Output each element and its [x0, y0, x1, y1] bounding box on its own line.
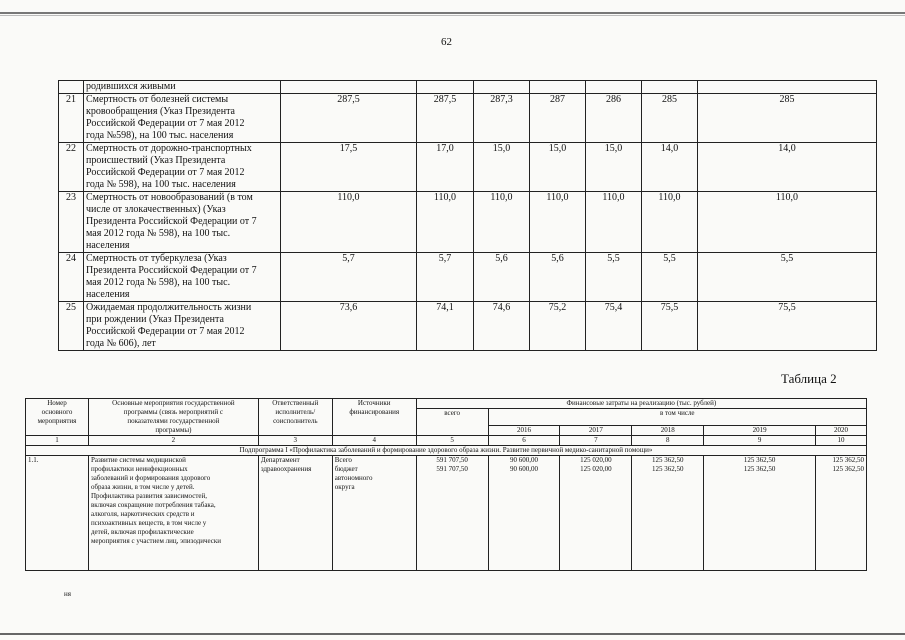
column-number: 4: [332, 436, 416, 446]
column-number: 6: [488, 436, 560, 446]
indicator-value: 14,0: [642, 143, 698, 192]
indicator-label-line: числе от злокачественных) (Указ: [86, 204, 226, 215]
indicator-value: 74,1: [417, 302, 474, 351]
finance-table: [25, 398, 867, 571]
row-number: 21: [59, 94, 84, 143]
header-num: Номер основного мероприятия: [26, 399, 89, 436]
scan-edge-top-shadow: [0, 15, 905, 16]
indicator-value: 5,7: [281, 253, 417, 302]
header-year: 2020: [815, 426, 866, 436]
column-number-row: [26, 436, 867, 446]
indicator-label-line: мая 2012 года № 598), на 100 тыс.: [86, 228, 231, 239]
indicator-value: 17,5: [281, 143, 417, 192]
subprogram-row: [26, 446, 867, 456]
amount-2016: 90 600,00 90 600,00: [488, 456, 560, 571]
header-finance: Финансовые затраты на реализацию (тыс. рублей): [416, 399, 866, 409]
indicator-label-line: Смертность от туберкулеза (Указ: [86, 253, 227, 264]
indicator-value: 73,6: [281, 302, 417, 351]
header-year: 2019: [704, 426, 816, 436]
indicator-label-line: населения: [86, 240, 130, 251]
indicator-label-line: Президента Российской Федерации от 7: [86, 216, 257, 227]
indicator-label-line: при рождении (Указ Президента: [86, 314, 224, 325]
activity-description: Развитие системы медицинской профилактики неинфекционных заболеваний и формирования здорового образа жизни, в том числе у детей. Профилактика развития зависимостей, включая сокращение потребления табака, алкоголя, наркотических средств и психоактивных веществ, в том числе у детей, включая профилактические мероприятия с участием лиц, эпизодически: [88, 456, 258, 571]
indicator-value: 110,0: [417, 192, 474, 253]
column-number: 1: [26, 436, 89, 446]
indicator-value: 287,5: [281, 94, 417, 143]
amount-2019: 125 362,50 125 362,50: [704, 456, 816, 571]
row-number: 24: [59, 253, 84, 302]
table-row: [59, 192, 877, 253]
header-activity: Основные мероприятия государственной программы (связь мероприятий с показателями государственной программы): [88, 399, 258, 436]
activity-number: 1.1.: [26, 456, 89, 571]
subprogram-title: Подпрограмма I «Профилактика заболеваний и формирование здорового образа жизни. Развитие первичной медико-санитарной помощи»: [26, 446, 867, 456]
indicator-label-line: мая 2012 года № 598), на 100 тыс.: [86, 277, 231, 288]
continuation-text: родившихся живыми: [84, 81, 281, 94]
indicator-label-line: года № 598), на 100 тыс. населения: [86, 179, 236, 190]
indicator-label-line: кровообращения (Указ Президента: [86, 106, 235, 117]
table-row: [59, 302, 877, 351]
indicator-label-line: года №598), на 100 тыс. населения: [86, 130, 234, 141]
column-number: 8: [632, 436, 704, 446]
indicator-label-line: Смертность от дорожно-транспортных: [86, 143, 252, 154]
header-total: всего: [416, 409, 488, 436]
indicator-value: 15,0: [474, 143, 530, 192]
indicator-value: 17,0: [417, 143, 474, 192]
indicator-value: 287,5: [417, 94, 474, 143]
indicator-value: 5,6: [530, 253, 586, 302]
funding-sources: Всего бюджет автономного округа: [332, 456, 416, 571]
indicator-label-line: Смертность от болезней системы: [86, 94, 229, 105]
indicator-value: 110,0: [474, 192, 530, 253]
column-number: 5: [416, 436, 488, 446]
table-row: [59, 94, 877, 143]
indicator-label-line: Российской Федерации от 7 мая 2012: [86, 326, 245, 337]
page-number: 62: [441, 36, 452, 48]
indicator-value: 75,5: [698, 302, 877, 351]
row-number: 23: [59, 192, 84, 253]
column-number: 10: [815, 436, 866, 446]
footer-mark: ня: [64, 590, 71, 598]
indicator-label: [84, 192, 281, 253]
indicator-value: 110,0: [530, 192, 586, 253]
header-sources: Источники финансирования: [332, 399, 416, 436]
indicator-label-line: Президента Российской Федерации от 7: [86, 265, 257, 276]
column-number: 9: [704, 436, 816, 446]
table-row-continuation: [59, 81, 877, 94]
indicator-value: 75,4: [586, 302, 642, 351]
column-number: 2: [88, 436, 258, 446]
indicator-label-line: года № 606), лет: [86, 338, 156, 349]
header-year: 2017: [560, 426, 632, 436]
indicator-label: [84, 143, 281, 192]
indicator-value: 110,0: [698, 192, 877, 253]
indicator-label-line: Российской Федерации от 7 мая 2012: [86, 118, 245, 129]
table-row: [59, 143, 877, 192]
indicator-value: 285: [642, 94, 698, 143]
indicator-value: 286: [586, 94, 642, 143]
indicator-value: 15,0: [530, 143, 586, 192]
column-number: 3: [258, 436, 332, 446]
indicator-value: 14,0: [698, 143, 877, 192]
indicator-value: 5,7: [417, 253, 474, 302]
indicator-label: [84, 253, 281, 302]
header-row-1: [26, 399, 867, 409]
indicator-label-line: Смертность от новообразований (в том: [86, 192, 253, 203]
indicator-value: 110,0: [586, 192, 642, 253]
amount-2017: 125 020,00 125 020,00: [560, 456, 632, 571]
header-year: 2018: [632, 426, 704, 436]
scan-edge-top: [0, 12, 905, 14]
indicator-label-line: населения: [86, 289, 130, 300]
indicator-value: 5,6: [474, 253, 530, 302]
indicator-value: 5,5: [698, 253, 877, 302]
indicator-value: 110,0: [281, 192, 417, 253]
column-number: 7: [560, 436, 632, 446]
indicator-value: 75,2: [530, 302, 586, 351]
header-year: 2016: [488, 426, 560, 436]
indicator-value: 5,5: [586, 253, 642, 302]
table2-title: Таблица 2: [781, 371, 837, 386]
indicator-value: 75,5: [642, 302, 698, 351]
row-number: 22: [59, 143, 84, 192]
indicator-label-line: Ожидаемая продолжительность жизни: [86, 302, 252, 313]
indicator-value: 15,0: [586, 143, 642, 192]
scan-edge-bottom: [0, 633, 905, 635]
indicators-table: [58, 80, 877, 351]
table-row: [59, 253, 877, 302]
amount-2018: 125 362,50 125 362,50: [632, 456, 704, 571]
indicator-value: 74,6: [474, 302, 530, 351]
indicator-value: 110,0: [642, 192, 698, 253]
indicator-value: 5,5: [642, 253, 698, 302]
table-row: [26, 456, 867, 571]
indicator-label-line: происшествий (Указ Президента: [86, 155, 226, 166]
amount-total: 591 707,50 591 707,50: [416, 456, 488, 571]
indicator-value: 285: [698, 94, 877, 143]
row-number: 25: [59, 302, 84, 351]
indicator-value: 287,3: [474, 94, 530, 143]
header-executor: Ответственный исполнитель/ соисполнитель: [258, 399, 332, 436]
amount-2020: 125 362,50 125 362,50: [815, 456, 866, 571]
header-including: в том числе: [488, 409, 866, 426]
indicator-label: [84, 94, 281, 143]
indicator-value: 287: [530, 94, 586, 143]
indicator-label: [84, 302, 281, 351]
activity-executor: Департамент здравоохранения: [258, 456, 332, 571]
indicator-label-line: Российской Федерации от 7 мая 2012: [86, 167, 245, 178]
